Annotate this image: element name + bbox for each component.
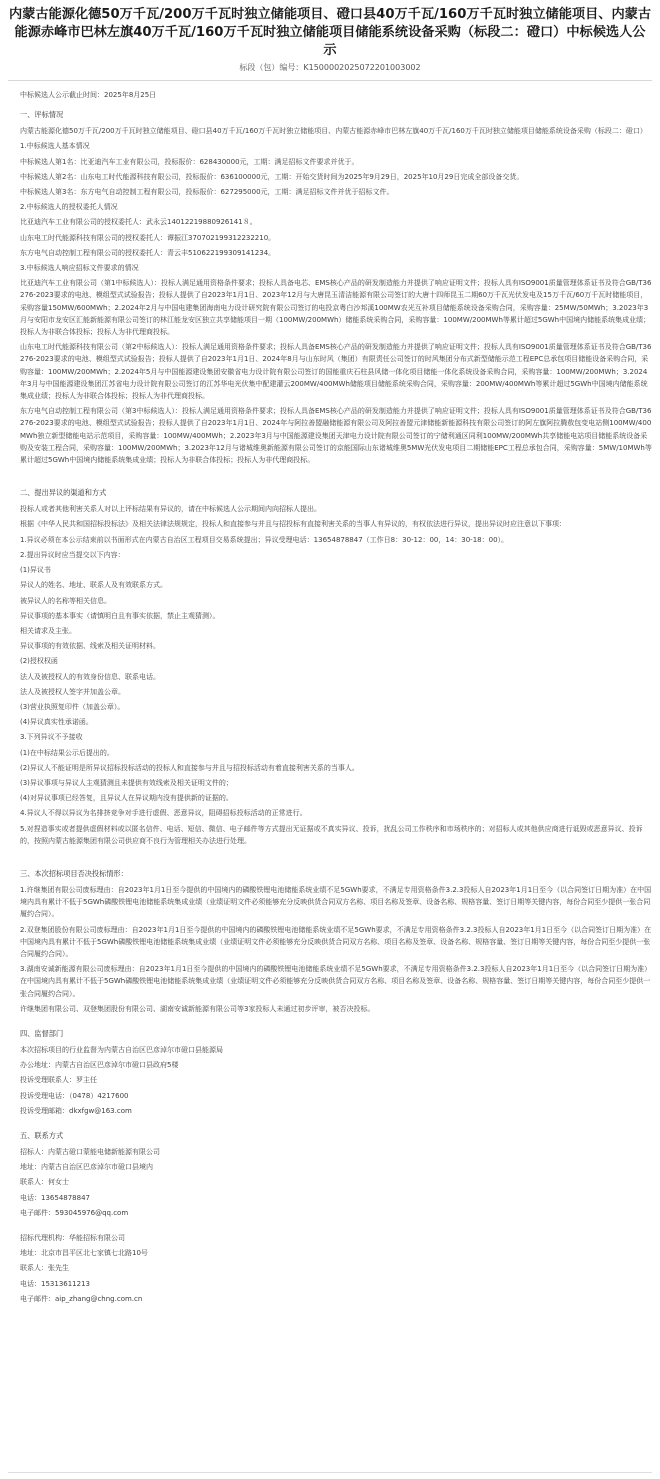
objection-p14: (3)营业执照复印件（加盖公章）。 [20,702,125,711]
objection-p10: 异议事项的有效依据、线索及相关证明材料。 [20,642,160,651]
agency-contact: 联系人：张先生 [20,1264,69,1273]
tenderer-email: 电子邮件：593045976@qq.com [20,1208,129,1217]
objection-p9: 相关请求及主张。 [20,626,76,635]
objection-p22: 5.对捏造事实或者提供虚假材料或以匿名信件、电话、短信、微信、电子邮件等方式提出无证据或不真实异议、投诉，扰乱公司工作秩序和市场秩序的；对招标人或其他供应商进行诋毁或恶意异议、投诉的，按照内蒙古能源集团有限公司供应商不良行为管理相关办法进行处理。 [20,824,643,845]
section-4-heading: 四、监督部门 [20,1028,64,1038]
objection-p18: (2)异议人不能证明是所异议招标投标活动的投标人和直接参与并且与招投标活动有着直接利害关系的当事人。 [20,763,359,772]
objection-p20: (4)对异议事项已经答复，且异议人在异议期内没有提供新的证据的。 [20,794,233,803]
agency-address: 地址：北京市昌平区北七家镇七北路10号 [20,1249,148,1258]
objection-p15: (4)异议真实性承诺函。 [20,718,93,727]
publish-deadline: 中标候选人公示截止时间：2025年8月25日 [20,91,157,99]
objection-p13: 法人及被授权人签字并加盖公章。 [20,687,125,696]
objection-p5: (1)异议书 [20,566,51,575]
response-1: 比亚迪汽车工业有限公司（第1中标候选人）：投标人满足通用资格条件要求；投标人具备电芯、EMS核心产品的研发制造能力并提供了响应证明文件；投标人具有ISO9001质量管理体系证书及符合GB/T36276-2023要求的电池、模组型式试验报告；投标人提供了自2023年1月1日、2023年12月与大唐昆玉清洁能源有限公司签订的大唐十四师昆玉二期60万千瓦光伏发电及15万千瓦/60万千瓦时储能项目，采购容量150MW/600MWh；2.2024年2月与中国电建集团海南电力设计研究院有限公司签订的电投京粤白沙邦溪100MW农光互补项目储能系统设备采购合同，采购容量：25MW/50MWh；3.2023年3月与安阳市龙安区汇能新能源有限公司签订的林江能龙安区独立共享储能项目一期（100MW/200MWh）储能系统采购合同，采购容量：100MW/200MWh等累计超过5GWh中国境内储能系统集成业绩；投标人为非联合体投标；投标人为非代理商投标。 [20,279,652,337]
agency-name: 招标代理机构：华能招标有限公司 [20,1234,125,1243]
objection-p11: (2)授权权函 [20,657,58,666]
supervisor-phone: 投诉受理电话：（0478）4217600 [20,1091,129,1100]
objection-p21: 4.异议人不得以异议为名排挤竞争对手进行虚假、恶意异议，阻碍招标投标活动的正常进行。 [20,809,307,818]
response-3: 东方电气自动控制工程有限公司（第3中标候选人）：投标人满足通用资格条件要求；投标人具备EMS核心产品的研发制造能力并提供了响应证明文件；投标人具有ISO9001质量管理体系证书及符合GB/T36276-2023要求的电池、模组型式试验报告；投标人提供了自2023年1月1日、2024年与阿拉善盟融储能源有限公司及阿拉善盟元津储能新能源科技有限公司签订的阿左旗阿拉腾敖包变电站侧100MW/400MWh独立新型储能电站示范项目，采购容量：100MW/400MWh；2.2023年3月与中国能源建设集团天津电力设计院有限公司签订的宁储利通区同利100MW/200MWh共享储能电站项目储能系统设备采购及安装工程合同，采购容量：100MW/200MWh；3.2023年12月与诸城维奥新能源有限公司签订的京能国际山东诸城维奥5MW光伏发电项目二期储能EPC工程总承包合同，采购容量：5MW/10MWh等累计超过5GWh中国境内储能系统集成业绩；投标人为非联合体投标；投标人为非代理商投标。 [20,407,652,465]
objection-p8: 异议事项的基本事实（请慎明白且有事实依据，禁止主观猜测）。 [20,611,220,620]
page-title: 内蒙古能源化德50万千瓦/200万千瓦时独立储能项目、磴口县40万千瓦/160万千瓦时独立储能项目、内蒙古能源赤峰市巴林左旗40万千瓦/160万千瓦时独立储能项目储能系统设备采购（标段二：磴口）中标候选人公示 [8,7,652,58]
rejection-3: 3.湖南安诚新能源有限公司废标理由：自2023年1月1日至今提供的中国境内的磷酸铁锂电池储能系统业绩不足5GWh要求，不满足专用资格条件3.2.3投标人自2023年1月1日至今（以合同签订日期为准）在中国境内具有累计不低于5GWh磷酸铁锂电池储能系统集成业绩（业绩证明文件必须能够充分反映供货合同双方名称、项目名称及签章、设备名称、规格容量、签订日期等关键内容，每份合同至少提供一张合同履约合同）。 [20,965,652,998]
supervisor-email: 投诉受理邮箱：dkxfgw@163.com [20,1106,132,1115]
supervisor-contact: 投诉受理联系人：罗主任 [20,1076,97,1085]
authorized-heading: 2.中标候选人的授权委托人情况 [20,203,118,212]
objection-p17: (1)在中标结果公示后提出的。 [20,748,114,757]
response-2: 山东电工时代能源科技有限公司（第2中标候选人）：投标人满足通用资格条件要求；投标人具备EMS核心产品的研发制造能力并提供了响应证明文件；投标人具有ISO9001质量管理体系证书及符合GB/T36276-2023要求的电池、模组型式试验报告；投标人提供了自2023年1月1日、2024年8月与山东时风（集团）有限责任公司签订的时风集团分布式新型储能示范工程EPC总承包项目储能设备采购合同，采购容量：100MW/200MWh；2.2024年5月与中国能源建设集团安徽省电力设计院有限公司签订的国能重庆石柱县风储一体化项目储能一体化系统设备采购合同，采购容量：100MW/200MWh；3.2024年3月与中国能源建设集团江苏省电力设计院有限公司签订的江苏华电光伏集中配建灌云200MW/400MWh储能项目储能系统采购合同，采购容量：200MW/400MWh等累计超过5GWh中国境内储能系统集成业绩；投标人为非联合体投标；投标人为非代理商投标。 [20,343,652,401]
rejection-summary: 许继集团有限公司、双登集团股份有限公司、湖南安诚新能源有限公司等3家投标人未通过初步评审，被否决投标。 [20,1004,375,1013]
objection-p3: 1.异议必须在本公示结束前以书面形式在内蒙古自治区工程项目交易系统提出；异议受理电话：13654878847（工作日8：30-12：00，14：30-18：00）。 [20,535,509,544]
objection-p2: 根据《中华人民共和国招标投标法》及相关法律法规规定，投标人和直接参与并且与招投标有直接利害关系的当事人有异议的，有权依法进行异议，提出异议时应注意以下事项： [20,520,566,529]
authorized-3: 东方电气自动控制工程有限公司的授权委托人：青云丰510622199309141234。 [20,248,276,257]
tenderer-address: 地址：内蒙古自治区巴彦淖尔市磴口县境内 [20,1163,153,1172]
objection-p1: 投标人或者其他利害关系人对以上评标结果有异议的，请在中标候选人公示期间内向招标人提出。 [20,505,321,514]
candidate-3: 中标候选人第3名：东方电气自动控制工程有限公司，投标报价：627295000元，工期：满足招标文件并优于招标文件。 [20,188,394,197]
rejection-2: 2.双登集团股份有限公司废标理由：自2023年1月1日至今提供的中国境内的磷酸铁锂电池储能系统业绩不足5GWh要求，不满足专用资格条件3.2.3投标人自2023年1月1日至今（以合同签订日期为准）在中国境内具有累计不低于5GWh磷酸铁锂电池储能系统集成业绩（业绩证明文件必须能够充分反映供货合同双方名称、项目名称及签章、设备名称、规格容量、签订日期等关键内容，每份合同至少提供一张合同履约合同）。 [20,925,652,958]
objection-p16: 3.下列异议不予接收 [20,733,83,742]
supervisor-p1: 本次招标项目的行业监督为内蒙古自治区巴彦淖尔市磴口县能源局 [20,1045,223,1054]
objection-p4: 2.提出异议时应当提交以下内容： [20,550,125,559]
candidate-1: 中标候选人第1名：比亚迪汽车工业有限公司，投标报价：628430000元，工期：满足招标文件要求并优于。 [20,157,359,166]
objection-p19: (3)异议事项与异议人主观猜测且未提供有效线索及相关证明文件的； [20,778,233,787]
section-1-heading: 一、评标情况 [20,110,64,120]
agency-email: 电子邮件：aip_zhang@chng.com.cn [20,1294,143,1303]
footer-divider [8,1472,652,1473]
section-1-intro: 内蒙古能源化德50万千瓦/200万千瓦时独立储能项目、磴口县40万千瓦/160万千瓦时独立储能项目、内蒙古能源赤峰市巴林左旗40万千瓦/160万千瓦时独立储能项目储能系统设备采购（标段二：磴口） [20,127,647,136]
supervisor-address: 办公地址：内蒙古自治区巴彦淖尔市磴口县政府5楼 [20,1061,179,1070]
section-2-heading: 二、提出异议的渠道和方式 [20,488,107,498]
candidates-basic-heading: 1.中标候选人基本情况 [20,142,90,151]
tenderer-contact: 联系人：何女士 [20,1178,69,1187]
tenderer-name: 招标人：内蒙古磴口蒙能电储新能源有限公司 [20,1148,160,1156]
title-divider [8,80,652,81]
section-number: 标段（包）编号：K1500002025072201003002 [239,63,421,72]
objection-p6: 异议人的姓名、地址、联系人及有效联系方式。 [20,581,167,590]
authorized-1: 比亚迪汽车工业有限公司的授权委托人：武永云14012219880926141８。 [20,218,257,227]
candidate-2: 中标候选人第2名：山东电工时代能源科技有限公司，投标报价：636100000元，工期：开始交货时间为2025年9月29日，2025年10月29日完成全部设备交货。 [20,172,524,181]
response-heading: 3.中标候选人响应招标文件要求的情况 [20,264,139,273]
section-3-heading: 三、本次招标项目否决投标情形： [20,868,128,878]
section-5-heading: 五、联系方式 [20,1131,64,1140]
tenderer-phone: 电话：13654878847 [20,1193,90,1202]
authorized-2: 山东电工时代能源科技有限公司的授权委托人：谭振江370702199312232210。 [20,233,276,242]
agency-phone: 电话：15313611213 [20,1279,90,1288]
objection-p7: 被异议人的名称等相关信息。 [20,596,111,605]
rejection-1: 1.许继集团有限公司废标理由：自2023年1月1日至今提供的中国境内的磷酸铁锂电池储能系统业绩不足5GWh要求，不满足专用资格条件3.2.3投标人自2023年1月1日至今（以合同签订日期为准）在中国境内具有累计不低于5GWh磷酸铁锂电池储能系统集成业绩（业绩证明文件必须能够充分反映供货合同双方名称、项目名称及签章、设备名称、规格容量、签订日期等关键内容，每份合同至少提供一张合同履约合同）。 [20,885,652,919]
objection-p12: 法人及被授权人的有效身份信息、联系电话。 [20,672,160,681]
